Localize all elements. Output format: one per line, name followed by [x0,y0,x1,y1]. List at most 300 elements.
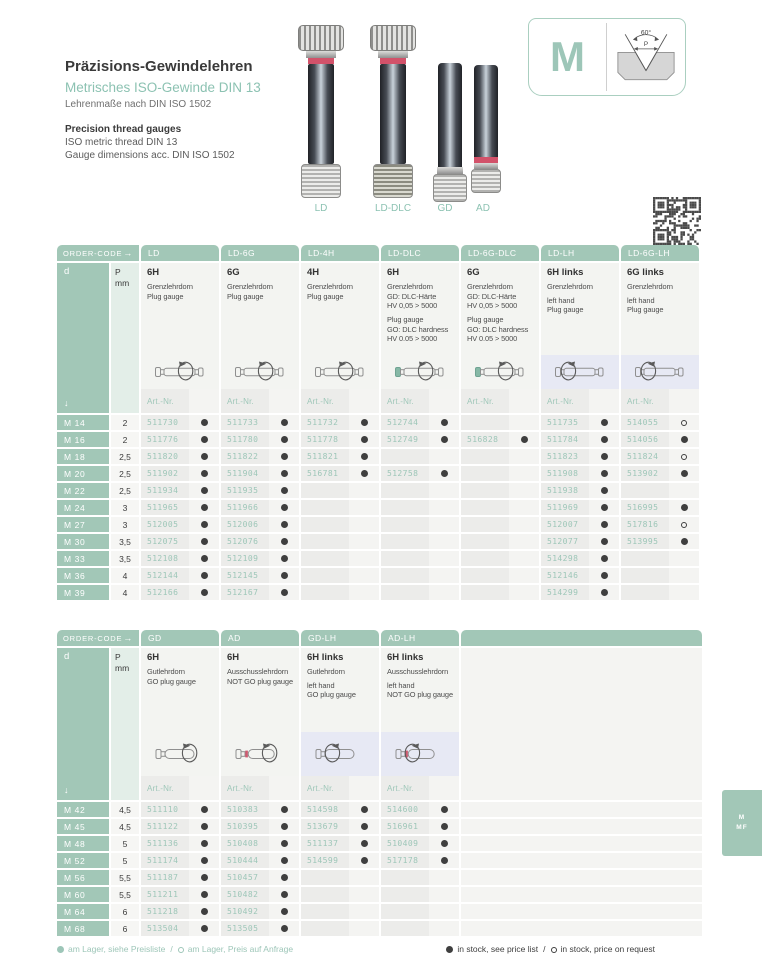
stock-cell [349,836,379,851]
stock-dot-filled [601,470,608,477]
order-cell-ld-6g-lh [621,483,699,498]
icon-cell [141,732,219,776]
art-nr-value: 511136 [141,836,189,851]
stock-dot-filled [441,857,448,864]
stock-dot-filled [601,504,608,511]
p-unit-label: mm [115,663,130,674]
stock-cell [189,870,219,885]
art-nr-value: 511822 [221,449,269,464]
table-row [57,585,703,600]
stock-cell [429,853,459,868]
spec-line: HV 0.05 > 5000 [387,334,438,344]
page-title-en: Precision thread gauges [65,124,182,135]
art-nr-value [621,483,669,498]
table-row [57,853,703,868]
art-nr-header [221,776,299,800]
size-row-label: M 18 [57,449,109,464]
pitch-value: 5 [111,853,139,868]
art-nr-dot-spacer [429,389,459,413]
table-row [57,534,703,549]
order-cell-ld-lh [541,432,619,447]
pitch-label: P [643,41,649,49]
column-tab-ld-4h: LD-4H [301,245,379,261]
size-row-label: M 45 [57,819,109,834]
art-nr-value [461,449,509,464]
stock-cell [189,887,219,902]
stock-dot-filled [201,857,208,864]
art-nr-value: 513504 [141,921,189,936]
stock-dot-filled [681,538,688,545]
empty-row-cell [461,836,702,851]
art-nr-value: 511174 [141,853,189,868]
order-cell-ld-6g [221,517,299,532]
stock-dot-filled [601,436,608,443]
stock-cell [669,517,699,532]
order-cell-ld-6g [221,568,299,583]
stock-cell [429,904,459,919]
pitch-value: 2 [111,415,139,430]
art-nr-label: Art.-Nr. [381,776,429,800]
art-nr-label: Art.-Nr. [301,776,349,800]
size-row-label: M 24 [57,500,109,515]
order-cell-ld-6g-dlc [461,449,539,464]
size-row-label: M 20 [57,466,109,481]
stock-cell [509,551,539,566]
pitch-value: 4,5 [111,802,139,817]
stock-dot-filled [201,555,208,562]
thread-type-box [528,18,686,96]
order-cell-ld-4h [301,534,379,549]
stock-dot-filled [281,419,288,426]
column-spec [381,263,459,355]
order-cell-ad [221,870,299,885]
gauge-photo-gd [433,63,467,202]
stock-dot-filled [361,453,368,460]
stock-cell [349,483,379,498]
order-cell-ld-4h [301,432,379,447]
spec-line: GD: DLC-Härte [387,291,437,301]
order-cell-ld-6g-lh [621,432,699,447]
art-nr-label: Art.-Nr. [621,389,669,413]
column-header-ld-4h [301,263,379,413]
stock-dot-filled [281,521,288,528]
art-nr-value: 511732 [301,415,349,430]
stock-cell [509,432,539,447]
stock-cell [589,551,619,566]
stock-dot-filled [601,572,608,579]
plug-gauge-dlc-rotation-icon [473,361,527,383]
stock-cell [189,853,219,868]
order-cell-ld-6g-dlc [461,551,539,566]
empty-row-cell [461,870,702,885]
art-nr-value: 514056 [621,432,669,447]
order-cell-ld-lh [541,568,619,583]
order-cell-ld-4h [301,483,379,498]
pitch-value: 3,5 [111,551,139,566]
stock-cell [429,836,459,851]
art-nr-value: 511966 [221,500,269,515]
d-label: d [64,651,70,662]
spec-line: Ausschusslehrdorn [227,667,289,676]
knurled-cap [298,25,344,51]
order-cell-gd-lh [301,836,379,851]
order-cell-ld-4h [301,466,379,481]
order-code-header [57,245,139,261]
order-table-gd-ad [57,630,703,936]
order-cell-ld-4h [301,585,379,600]
stock-dot-filled [281,436,288,443]
column-tab-gd-lh: GD-LH [301,630,379,646]
stock-dot-filled [281,823,288,830]
stock-cell [269,500,299,515]
order-cell-ld-dlc [381,534,459,549]
stock-dot-filled [281,589,288,596]
table-row [57,551,703,566]
art-nr-value [461,517,509,532]
order-cell-ld-6g-lh [621,517,699,532]
spec-line: Plug gauge [227,291,264,301]
tolerance-grade-label: 6H [227,652,240,663]
order-cell-ld-dlc [381,449,459,464]
art-nr-value: 516995 [621,500,669,515]
stock-cell [429,870,459,885]
stock-cell [589,534,619,549]
stock-dot-filled [281,806,288,813]
order-cell-gd-lh [301,870,379,885]
column-spec [381,648,459,732]
order-cell-gd [141,802,219,817]
stock-dot-filled [201,874,208,881]
order-cell-ld-6g [221,534,299,549]
stock-cell [269,921,299,936]
knurled-cap [370,25,416,51]
order-cell-ld [141,500,219,515]
order-cell-ld [141,517,219,532]
art-nr-value: 510482 [221,887,269,902]
art-nr-value: 511110 [141,802,189,817]
order-cell-ld-6g [221,432,299,447]
size-column-header [57,263,109,413]
down-arrow-icon: ↓ [64,398,69,408]
order-cell-ld-4h [301,551,379,566]
order-cell-ld-6g-lh [621,568,699,583]
order-cell-ld [141,585,219,600]
stock-dot-filled [601,487,608,494]
order-cell-ld-4h [301,517,379,532]
icon-cell [461,355,539,389]
order-cell-ld-6g [221,466,299,481]
stock-cell [269,819,299,834]
stock-cell [349,853,379,868]
pitch-column-header [111,648,139,800]
table-row [57,517,703,532]
qr-code [653,197,701,245]
qr-pattern [653,197,701,245]
legend-text: am Lager, siehe Preisliste [68,944,166,954]
art-nr-value: 511902 [141,466,189,481]
stock-cell [509,466,539,481]
art-nr-value: 510408 [221,836,269,851]
stock-cell [349,870,379,885]
art-nr-label: Art.-Nr. [301,389,349,413]
stock-dot-filled [681,436,688,443]
art-nr-value: 511934 [141,483,189,498]
art-nr-value: 514599 [301,853,349,868]
table-header-band [57,263,703,413]
plug-gauge-lh-rotation-icon [633,361,687,383]
stock-dot-filled [361,857,368,864]
table-tab-row [57,245,703,261]
column-spec [621,263,699,355]
tolerance-grade-label: 6G links [627,267,664,278]
order-cell-ad [221,887,299,902]
art-nr-value [301,870,349,885]
stock-dot-filled [281,857,288,864]
tolerance-grade-label: 6H [147,267,160,278]
stock-cell [189,904,219,919]
art-nr-label: Art.-Nr. [221,776,269,800]
order-cell-ld [141,466,219,481]
thread-end [433,174,467,202]
pitch-value: 6 [111,904,139,919]
table-row [57,887,703,902]
column-spec [301,263,379,355]
stock-legend [57,944,703,954]
photo-label: AD [476,203,490,214]
spec-line: left hand [547,295,575,305]
stock-cell [429,802,459,817]
stock-cell [669,551,699,566]
stock-dot-filled [201,925,208,932]
art-nr-value: 512145 [221,568,269,583]
art-nr-value [381,921,429,936]
art-nr-value: 511780 [221,432,269,447]
plug-gauge-dlc-rotation-icon [393,361,447,383]
spec-line: Gutlehrdorn [307,667,345,676]
column-header-gd-lh [301,648,379,800]
art-nr-value: 512167 [221,585,269,600]
order-cell-gd [141,819,219,834]
pitch-value: 4 [111,568,139,583]
order-cell-ld-6g-lh [621,500,699,515]
icon-cell [221,732,299,776]
spec-line: left hand [387,680,415,690]
spec-line: GO: DLC hardness [387,324,449,334]
art-nr-value: 512108 [141,551,189,566]
stock-dot-filled [361,436,368,443]
order-cell-ld-lh [541,466,619,481]
order-code-label: ORDER-CODE [63,633,123,643]
cap-base [306,51,336,58]
spec-line: Grenzlehrdorn [467,282,513,291]
art-nr-value: 511820 [141,449,189,464]
art-nr-value [461,534,509,549]
stock-cell [189,432,219,447]
art-nr-dot-spacer [589,389,619,413]
tolerance-grade-label: 6H [147,652,160,663]
art-nr-value: 512749 [381,432,429,447]
art-nr-value: 512005 [141,517,189,532]
order-cell-ld [141,415,219,430]
empty-tab [461,630,702,646]
stock-cell [509,517,539,532]
thread-end-dlc [373,164,413,198]
size-row-label: M 68 [57,921,109,936]
art-nr-value [461,585,509,600]
art-nr-value: 512077 [541,534,589,549]
cap-base [378,51,408,58]
stock-cell [589,568,619,583]
photo-label: GD [437,203,453,214]
art-nr-value: 511187 [141,870,189,885]
art-nr-header [381,776,459,800]
art-nr-value: 512006 [221,517,269,532]
order-code-label: ORDER-CODE [63,248,123,258]
table-tab-row [57,630,703,646]
art-nr-value: 511823 [541,449,589,464]
art-nr-value: 516961 [381,819,429,834]
art-nr-value: 510444 [221,853,269,868]
order-cell-ld [141,534,219,549]
column-tab-ld-lh: LD-LH [541,245,619,261]
order-cell-ld-6g [221,500,299,515]
stock-cell [189,517,219,532]
column-spec [301,648,379,732]
art-nr-label: Art.-Nr. [541,389,589,413]
stock-dot-filled [361,419,368,426]
gauge-handle [308,64,334,164]
order-cell-ld-lh [541,449,619,464]
order-cell-ad-lh [381,870,459,885]
art-nr-value: 516781 [301,466,349,481]
gauge-photo-ad [471,65,501,193]
stock-cell [509,585,539,600]
stock-cell [349,887,379,902]
notgo-plug-gauge-lh-rotation-icon [393,743,447,765]
order-cell-ad [221,904,299,919]
order-cell-ld-dlc [381,415,459,430]
order-cell-ad-lh [381,819,459,834]
art-nr-value: 510457 [221,870,269,885]
art-nr-value [301,921,349,936]
p-label: P [115,267,121,277]
size-row-label: M 30 [57,534,109,549]
order-cell-gd [141,904,219,919]
art-nr-value: 512146 [541,568,589,583]
stock-cell [429,887,459,902]
stock-dot-filled [201,823,208,830]
stock-cell [189,466,219,481]
stock-dot-filled [441,823,448,830]
column-tab-ad-lh: AD-LH [381,630,459,646]
table-row [57,500,703,515]
order-table-ld [57,245,703,600]
art-nr-value: 513679 [301,819,349,834]
tolerance-grade-label: 6H links [387,652,424,663]
art-nr-value: 514299 [541,585,589,600]
order-cell-gd-lh [301,887,379,902]
filled-dot-icon [446,946,453,953]
stock-cell [349,551,379,566]
stock-dot-filled [361,470,368,477]
stock-dot-filled [201,538,208,545]
pitch-value: 6 [111,921,139,936]
legend-text: in stock, price on request [560,944,655,954]
art-nr-value: 511938 [541,483,589,498]
thread-profile-cell [607,19,685,95]
stock-dot-filled [601,453,608,460]
size-row-label: M 56 [57,870,109,885]
stock-dot-filled [281,504,288,511]
order-cell-ld-6g-dlc [461,534,539,549]
stock-cell [509,483,539,498]
order-cell-ld-lh [541,517,619,532]
stock-cell [509,500,539,515]
table-row [57,449,703,464]
icon-cell [621,355,699,389]
order-cell-ad [221,802,299,817]
stock-dot-filled [201,487,208,494]
order-cell-ld-6g-dlc [461,517,539,532]
stock-dot-filled [361,823,368,830]
spec-line: left hand [627,295,655,305]
order-cell-ld-6g [221,483,299,498]
index-tab-line: M [738,813,746,821]
order-cell-ld-6g [221,449,299,464]
column-header-ad-lh [381,648,459,800]
go-plug-gauge-rotation-icon [153,743,207,765]
order-cell-gd-lh [301,819,379,834]
order-cell-gd-lh [301,921,379,936]
stock-cell [269,568,299,583]
stock-cell [509,568,539,583]
stock-cell [269,904,299,919]
order-cell-ld-dlc [381,466,459,481]
stock-cell [349,921,379,936]
stock-cell [589,415,619,430]
art-nr-value [461,568,509,583]
order-cell-ld-4h [301,449,379,464]
spec-line: GD: DLC-Härte [467,291,517,301]
stock-dot-filled [201,504,208,511]
art-nr-value [301,904,349,919]
tolerance-grade-label: 6H links [307,652,344,663]
size-row-label: M 36 [57,568,109,583]
stock-cell [429,449,459,464]
art-nr-value: 512007 [541,517,589,532]
angle-label: 60° [640,29,652,37]
art-nr-value: 511137 [301,836,349,851]
art-nr-value [301,887,349,902]
stock-dot-filled [601,521,608,528]
tolerance-grade-label: 6H [387,267,400,278]
plug-gauge-lh-rotation-icon [553,361,607,383]
stock-dot-filled [281,925,288,932]
order-cell-ad-lh [381,904,459,919]
stock-cell [269,887,299,902]
d-label: d [64,266,70,277]
stock-cell [509,534,539,549]
stock-cell [669,568,699,583]
icon-cell [541,355,619,389]
stock-cell [669,500,699,515]
size-row-label: M 33 [57,551,109,566]
icon-cell [141,355,219,389]
art-nr-value: 511935 [221,483,269,498]
stock-cell [509,449,539,464]
art-nr-value [381,887,429,902]
empty-row-cell [461,921,702,936]
